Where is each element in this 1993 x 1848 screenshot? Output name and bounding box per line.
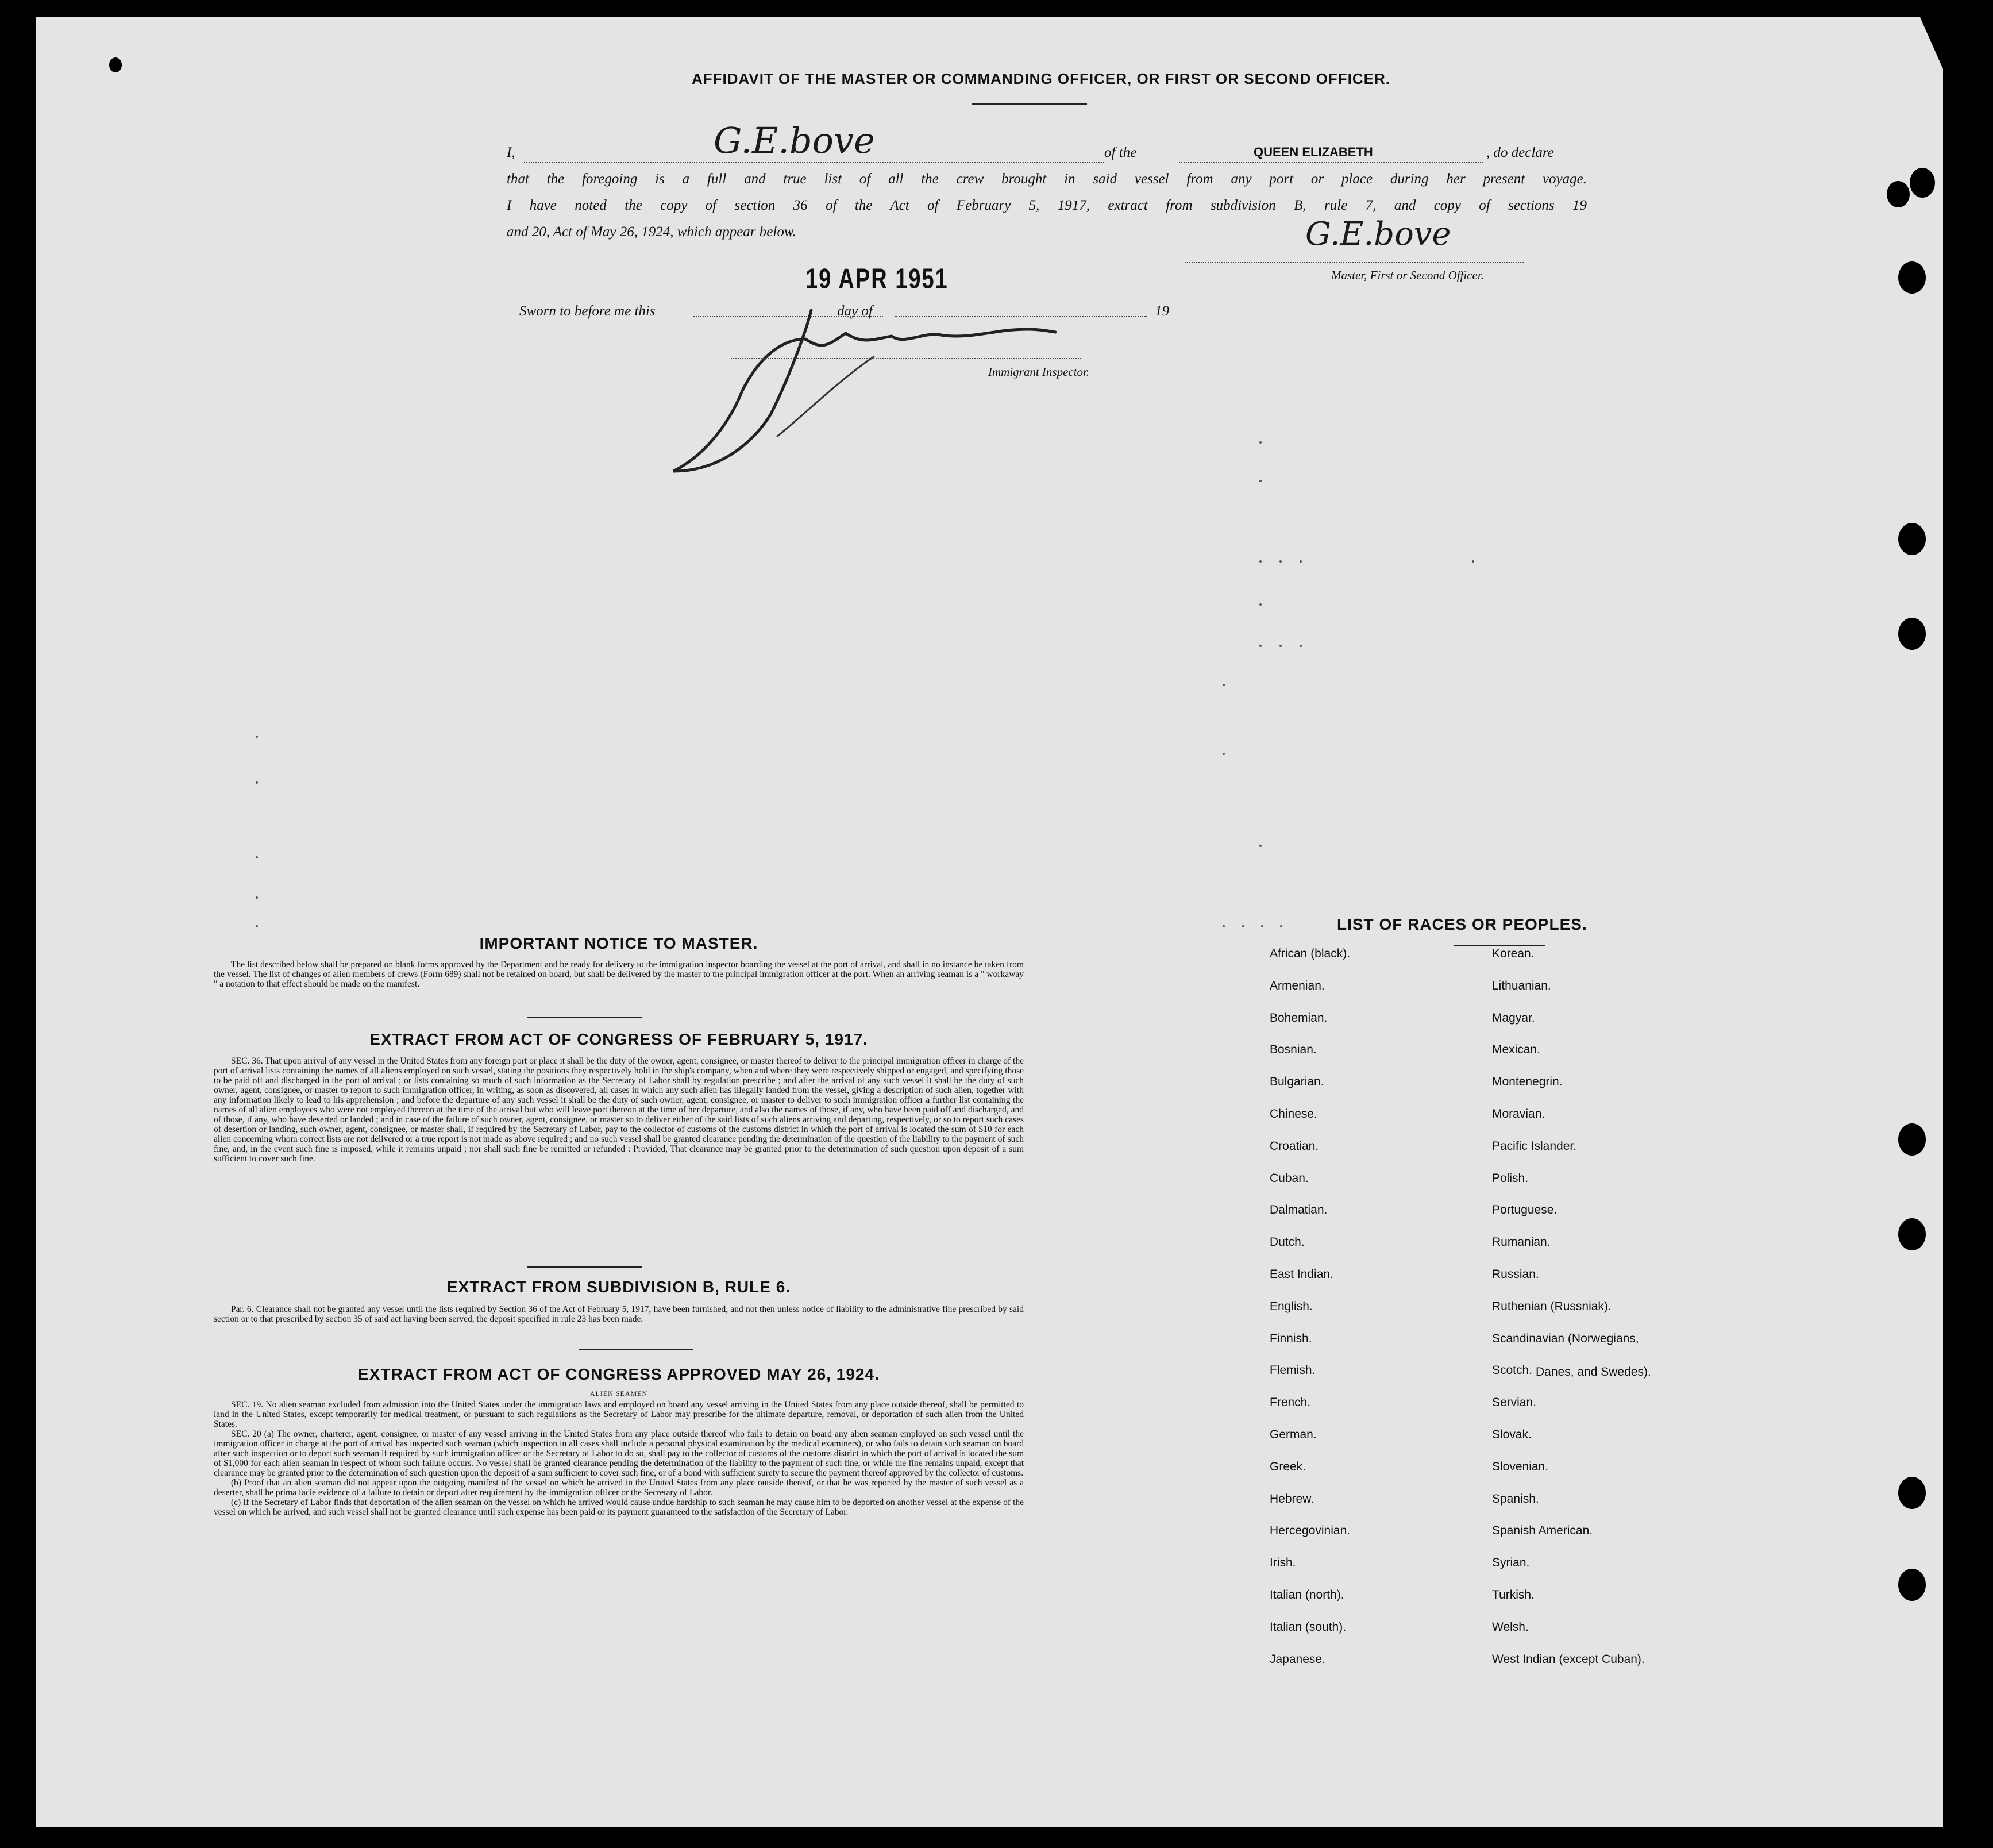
race-item: Syrian. xyxy=(1492,1556,1530,1569)
form-dot xyxy=(1259,845,1262,847)
notice-title: IMPORTANT NOTICE TO MASTER. xyxy=(479,934,758,952)
race-item: Hercegovinian. xyxy=(1270,1524,1351,1537)
form-dot xyxy=(1259,603,1262,606)
race-item: Servian. xyxy=(1492,1396,1537,1409)
notice-paragraph: The list described below shall be prepared on blank forms approved by the Department and be ready for delivery to the immigration inspector boarding the vessel at the port of arrival, and shall in no instance be taken from the vessel. The list of changes of alien members of crews (Form 689) shall not be retained on board, but shall be delivered by the master to the principal immigration officer at the port. When an arriving seaman is a " workaway " a notation to that effect should be made on the manifest. xyxy=(214,960,1024,989)
race-item: Dutch. xyxy=(1270,1235,1305,1249)
race-item: Hebrew. xyxy=(1270,1492,1314,1506)
extract-1917-title: EXTRACT FROM ACT OF CONGRESS OF FEBRUARY 5, 1917. xyxy=(369,1030,868,1048)
form-dot xyxy=(256,736,258,738)
inspector-sign-line xyxy=(731,358,1081,359)
race-item: Scandinavian (Norwegians, xyxy=(1492,1332,1639,1345)
affidavit-i: I, xyxy=(507,145,515,160)
form-dot xyxy=(1223,684,1225,686)
race-item: French. xyxy=(1270,1396,1311,1409)
race-item: German. xyxy=(1270,1428,1317,1441)
master-caption: Master, First or Second Officer. xyxy=(1331,268,1484,282)
race-item: Slovenian. xyxy=(1492,1460,1549,1473)
sec-20a-paragraph: SEC. 20 (a) The owner, charterer, agent, consignee, or master of any vessel arriving in the United States from any place outside thereof who fails to detain on board any alien seaman employed on such vessel until the immigration officer in charge at the port of arrival has inspected such seaman (which inspection in all cases shall include a personal physical examination by the medical examiners), or who fails to detain such seaman on board after such inspection or to deport such seaman if required by such immigration officer or the Secretary of Labor to do so, shall pay to the collector of customs of the customs district in which the port of arrival is located the sum of $1,000 for each alien seaman in respect of whom such failure occurs. No vessel shall be granted clearance pending the determination of the liability to the payment of such fine, or while the fine remains unpaid, except that clearance may be granted prior to the determination of such question upon the deposit of a sum sufficient to cover such fine, or of a bond with sufficient surety to secure the payment thereof approved by the collector of customs. xyxy=(214,1429,1024,1478)
form-dot xyxy=(1259,560,1262,563)
subdivision-b-title: EXTRACT FROM SUBDIVISION B, RULE 6. xyxy=(446,1278,791,1296)
day-of-label: day of xyxy=(837,303,873,319)
race-item: Turkish. xyxy=(1492,1588,1535,1601)
form-dot xyxy=(1300,560,1302,563)
punch-hole xyxy=(1898,1569,1926,1601)
sec-20c-paragraph: (c) If the Secretary of Labor finds that deportation of the alien seaman on the vessel on which he arrived would cause undue hardship to such seaman he may cause him to be deported on another vessel at the expense of the vessel on which he arrived, and such vessel shall not be granted clearance until such expense has been paid or its payment guaranteed to the satisfaction of the Secretary of Labor. xyxy=(214,1497,1024,1517)
punch-hole xyxy=(1887,181,1910,207)
race-item: Cuban. xyxy=(1270,1172,1309,1185)
form-dot xyxy=(1259,441,1262,444)
race-item: Spanish American. xyxy=(1492,1524,1593,1537)
race-item: Danes, and Swedes). xyxy=(1536,1365,1651,1379)
name-blank-line xyxy=(524,162,1104,163)
affidavit-line-4: and 20, Act of May 26, 1924, which appear below. xyxy=(507,224,796,240)
extract-1924-title: EXTRACT FROM ACT OF CONGRESS APPROVED MAY 26, 1924. xyxy=(358,1365,880,1383)
race-item: Welsh. xyxy=(1492,1620,1529,1634)
races-title: LIST OF RACES OR PEOPLES. xyxy=(1337,915,1587,933)
punch-hole xyxy=(1898,1477,1926,1509)
race-item: Japanese. xyxy=(1270,1653,1325,1666)
date-stamp: 19 APR 1951 xyxy=(805,263,949,295)
punch-hole xyxy=(109,57,122,72)
form-dot xyxy=(256,925,258,927)
race-item: Slovak. xyxy=(1492,1428,1532,1441)
extract-1917-body xyxy=(214,1056,1024,1164)
affidavit-title: AFFIDAVIT OF THE MASTER OR COMMANDING OFFICER, OR FIRST OR SECOND OFFICER. xyxy=(691,70,1391,87)
form-dot xyxy=(1223,753,1225,755)
affidavit-line-2: that the foregoing is a full and true list of all the crew brought in said vessel from any port or place during her present voyage. xyxy=(507,171,1587,187)
race-item: Pacific Islander. xyxy=(1492,1139,1577,1153)
race-item: Bohemian. xyxy=(1270,1011,1328,1025)
race-item: Ruthenian (Russniak). xyxy=(1492,1300,1612,1313)
race-item: Spanish. xyxy=(1492,1492,1539,1506)
race-item: Lithuanian. xyxy=(1492,979,1551,992)
inspector-caption: Immigrant Inspector. xyxy=(988,365,1090,379)
race-item: Italian (north). xyxy=(1270,1588,1344,1601)
par-6-paragraph: Par. 6. Clearance shall not be granted any vessel until the lists required by Section 36 of the Act of February 5, 1917, have been furnished, and not then unless notice of liability to the administrative fine prescribed by said section or to that prescribed by section 35 of said act having been served, the deposit specified in rule 23 has been made. xyxy=(214,1304,1024,1324)
race-item: Bulgarian. xyxy=(1270,1075,1324,1088)
race-item: English. xyxy=(1270,1300,1313,1313)
master-signature: G.E.bove xyxy=(1305,215,1451,253)
notice-body xyxy=(214,960,1024,989)
races-rule xyxy=(1454,945,1545,946)
inspector-signature-scribble xyxy=(633,299,1058,483)
race-item: African (black). xyxy=(1270,947,1351,960)
punch-hole xyxy=(1898,1123,1926,1156)
race-item: Montenegrin. xyxy=(1492,1075,1563,1088)
race-item: Magyar. xyxy=(1492,1011,1535,1025)
form-dot xyxy=(1300,645,1302,647)
race-item: Bosnian. xyxy=(1270,1043,1317,1056)
document-page xyxy=(36,17,1943,1827)
race-item: Rumanian. xyxy=(1492,1235,1551,1249)
sec-36-paragraph: SEC. 36. That upon arrival of any vessel in the United States from any foreign port or place it shall be the duty of the owner, agent, consignee, or master thereof to deliver to the principal immigration officer in charge of the port of arrival lists containing the names of all aliens employed on such vessel, stating the positions they respectively hold in the ship's company, when and where they were respectively shipped or engaged, and specifying those to be paid off and discharged in the port of arrival ; or lists containing so much of such information as the Secretary of Labor shall by regulation prescribe ; and after the arrival of any such vessel it shall be the duty of such owner, agent, consignee, or master to report to such immigration officer, in writing, as soon as discovered, all cases in which any such alien has illegally landed from the vessel, giving a description of such alien, together with any information likely to lead to his apprehension ; and before the departure of any such vessel it shall be the duty of such owner, agent, consignee, or master to deliver to such immigration officer a further list containing the names of all alien employees who were not employed thereon at the time of the arrival but who will leave port thereon at the time of her departure, and also the names of those, if any, who have been paid off and discharged, and of those, if any, who have deserted or landed ; and in case of the failure of such owner, agent, consignee, or master so to deliver either of the said lists of such aliens arriving and departing, respectively, or so to report such cases of desertion or landing, such owner, agent, consignee, or master shall, if required by the Secretary of Labor, pay to the collector of customs of the customs district in which the port of arrival is located the sum of $10 for each alien concerning whom correct lists are not delivered or a true report is not made as above required ; and no such vessel shall be granted clearance pending the determination of the question of the liability to the payment of such fine, and, in the event such fine is imposed, while it remains unpaid ; nor shall such fine be remitted or refunded : Provided, That clearance may be granted prior to the determination of such question upon deposit of a sum sufficient to cover such fine. xyxy=(214,1056,1024,1164)
race-item: Flemish. xyxy=(1270,1364,1316,1377)
race-item: Korean. xyxy=(1492,947,1535,960)
race-item: East Indian. xyxy=(1270,1268,1333,1281)
race-item: Croatian. xyxy=(1270,1139,1319,1153)
form-dot xyxy=(256,781,258,784)
punch-hole xyxy=(1898,261,1926,294)
form-dot xyxy=(1259,480,1262,482)
do-declare-label: , do declare xyxy=(1486,145,1554,160)
ship-blank-line xyxy=(1179,162,1483,163)
form-dot xyxy=(1472,560,1474,563)
form-dot xyxy=(1259,645,1262,647)
race-item: Dalmatian. xyxy=(1270,1203,1328,1216)
subdivision-b-body xyxy=(214,1304,1024,1324)
year-prefix: 19 xyxy=(1155,303,1169,319)
punch-hole xyxy=(1898,1218,1926,1250)
race-item: Moravian. xyxy=(1492,1107,1545,1121)
form-dot xyxy=(256,856,258,858)
race-item: Greek. xyxy=(1270,1460,1306,1473)
declarant-signature: G.E.bove xyxy=(714,120,875,161)
of-the-label: of the xyxy=(1104,145,1137,160)
ship-name: QUEEN ELIZABETH xyxy=(1254,145,1373,159)
form-dot xyxy=(1242,925,1244,927)
punch-hole xyxy=(1910,168,1935,198)
race-item: Chinese. xyxy=(1270,1107,1317,1121)
form-dot xyxy=(1279,560,1282,563)
section-rule xyxy=(527,1266,642,1268)
race-item: Portuguese. xyxy=(1492,1203,1558,1216)
form-dot xyxy=(1223,925,1225,927)
form-dot xyxy=(1279,645,1282,647)
race-item: Scotch. xyxy=(1492,1364,1533,1377)
alien-seamen-subtitle: ALIEN SEAMEN xyxy=(589,1389,648,1397)
form-dot xyxy=(256,896,258,899)
form-dot xyxy=(1280,925,1282,927)
race-item: Russian. xyxy=(1492,1268,1539,1281)
race-item: Armenian. xyxy=(1270,979,1325,992)
sec-19-paragraph: SEC. 19. No alien seaman excluded from admission into the United States under the immigration laws and employed on board any vessel arriving in the United States from any place outside thereof, shall be permitted to land in the United States, except temporarily for medical treatment, or pursuant to such regulations as the Secretary of Labor may prescribe for the ultimate departure, removal, or deportation of such alien from the United States. xyxy=(214,1400,1024,1429)
punch-hole xyxy=(1898,523,1926,555)
affidavit-line-3: I have noted the copy of section 36 of the Act of February 5, 1917, extract from subdivision B, rule 7, and copy of sections 19 xyxy=(507,198,1587,213)
race-item: Irish. xyxy=(1270,1556,1296,1569)
master-sign-line xyxy=(1185,262,1524,263)
sworn-label: Sworn to before me this xyxy=(519,303,656,319)
race-item: Polish. xyxy=(1492,1172,1529,1185)
section-rule xyxy=(527,1017,642,1018)
title-rule xyxy=(972,103,1087,105)
race-item: Mexican. xyxy=(1492,1043,1541,1056)
race-item: West Indian (except Cuban). xyxy=(1492,1653,1645,1666)
form-dot xyxy=(1261,925,1263,927)
punch-hole xyxy=(1898,618,1926,650)
section-rule xyxy=(579,1349,693,1350)
sec-20b-paragraph: (b) Proof that an alien seaman did not appear upon the outgoing manifest of the vessel on which he arrived in the United States from any place outside thereof, or that he was reported by the master of such vessel as a deserter, shall be prima facie evidence of a failure to detain or deport after requirement by the immigration officer or the Secretary of Labor. xyxy=(214,1478,1024,1497)
race-item: Italian (south). xyxy=(1270,1620,1347,1634)
extract-1924-body xyxy=(214,1400,1024,1517)
corner-cut xyxy=(1920,17,1943,69)
race-item: Finnish. xyxy=(1270,1332,1312,1345)
